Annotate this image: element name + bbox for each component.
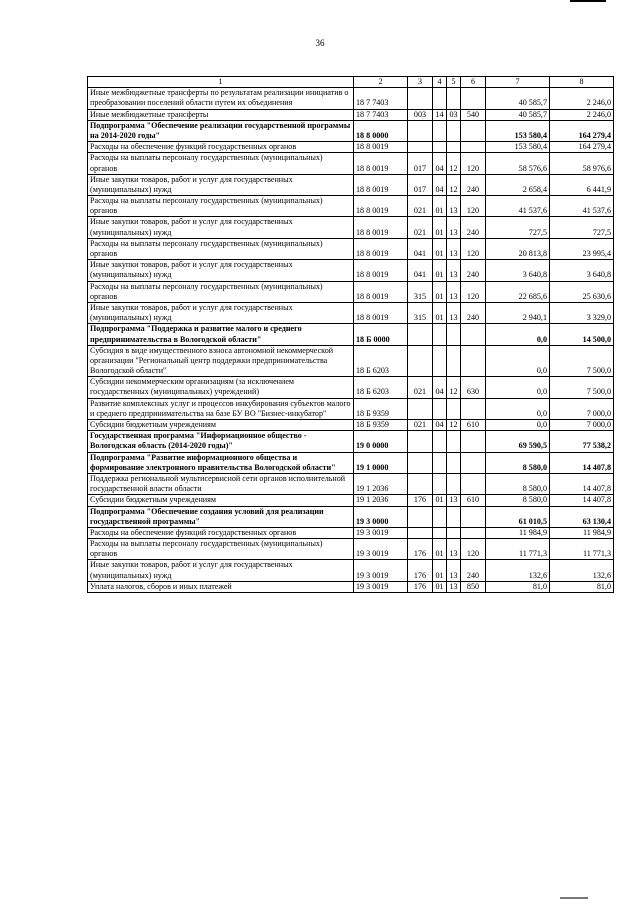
row-col5: 13 [447, 238, 461, 259]
row-col4: 01 [433, 560, 447, 581]
row-value-8: 14 407,8 [550, 473, 614, 494]
row-col3 [408, 431, 433, 452]
row-value-8: 81,0 [550, 581, 614, 592]
row-col6 [461, 142, 486, 153]
row-code: 18 8 0019 [354, 174, 408, 195]
row-col5: 03 [447, 109, 461, 120]
table-row [88, 153, 614, 174]
row-value-8: 6 441,9 [550, 174, 614, 195]
table-row [88, 260, 614, 281]
row-name: Иные закупки товаров, работ и услуг для государственных (муниципальных) нужд [88, 302, 354, 323]
row-col5 [447, 120, 461, 141]
row-name: Иные закупки товаров, работ и услуг для государственных (муниципальных) нужд [88, 217, 354, 238]
row-code: 18 7 7403 [354, 88, 408, 109]
row-value-7: 132,6 [486, 560, 550, 581]
row-col6: 120 [461, 281, 486, 302]
table-body [88, 77, 614, 593]
row-value-8: 7 000,0 [550, 420, 614, 431]
row-col6 [461, 452, 486, 473]
table-row [88, 174, 614, 195]
row-name: Расходы на обеспечение функций государственных органов [88, 527, 354, 538]
header-cell: 4 [433, 77, 447, 88]
row-name: Расходы на выплаты персоналу государственных (муниципальных) органов [88, 238, 354, 259]
row-col4: 04 [433, 420, 447, 431]
row-name: Субсидия в виде имущественного взноса автономной некоммерческой организации "Региональный центр поддержки предпринимательства Вологодской области" [88, 345, 354, 377]
row-code: 19 1 2036 [354, 473, 408, 494]
row-name: Расходы на обеспечение функций государственных органов [88, 142, 354, 153]
row-code: 18 8 0019 [354, 142, 408, 153]
row-col3: 176 [408, 560, 433, 581]
row-value-8: 77 538,2 [550, 431, 614, 452]
scan-mark-top [570, 0, 606, 2]
row-code: 18 8 0019 [354, 217, 408, 238]
row-col4: 14 [433, 109, 447, 120]
row-col6: 120 [461, 196, 486, 217]
row-col3 [408, 398, 433, 419]
row-value-8: 164 279,4 [550, 120, 614, 141]
row-col6 [461, 431, 486, 452]
row-col5 [447, 527, 461, 538]
row-name: Подпрограмма "Поддержка и развитие малого и среднего предпринимательства в Вологодской области" [88, 324, 354, 345]
row-value-8: 11 984,9 [550, 527, 614, 538]
row-value-7: 69 590,5 [486, 431, 550, 452]
row-col3: 041 [408, 238, 433, 259]
row-col5: 12 [447, 377, 461, 398]
row-col3: 017 [408, 153, 433, 174]
row-code: 18 Б 9359 [354, 420, 408, 431]
row-value-7: 727,5 [486, 217, 550, 238]
row-col5 [447, 473, 461, 494]
row-col6 [461, 473, 486, 494]
row-col3: 021 [408, 217, 433, 238]
table-header-row [88, 77, 614, 88]
header-cell: 8 [550, 77, 614, 88]
row-col3: 041 [408, 260, 433, 281]
row-value-8: 58 976,6 [550, 153, 614, 174]
budget-table [87, 76, 614, 593]
row-col4 [433, 345, 447, 377]
header-cell: 1 [88, 77, 354, 88]
row-col5 [447, 88, 461, 109]
row-name: Расходы на выплаты персоналу государственных (муниципальных) органов [88, 539, 354, 560]
row-col6: 610 [461, 420, 486, 431]
table-row [88, 452, 614, 473]
row-col4: 01 [433, 581, 447, 592]
row-value-7: 0,0 [486, 324, 550, 345]
header-cell: 3 [408, 77, 433, 88]
row-value-8: 7 500,0 [550, 345, 614, 377]
row-col3 [408, 506, 433, 527]
row-col3 [408, 324, 433, 345]
table-row [88, 142, 614, 153]
row-name: Подпрограмма "Развитие информационного общества и формирование электронного правительства Вологодской области" [88, 452, 354, 473]
table-row [88, 88, 614, 109]
scan-mark-bottom [560, 897, 588, 899]
row-value-8: 11 771,3 [550, 539, 614, 560]
row-value-8: 2 246,0 [550, 109, 614, 120]
row-value-7: 40 585,7 [486, 109, 550, 120]
table-row [88, 527, 614, 538]
row-value-7: 2 658,4 [486, 174, 550, 195]
row-col4: 01 [433, 302, 447, 323]
row-name: Уплата налогов, сборов и иных платежей [88, 581, 354, 592]
row-value-7: 8 580,0 [486, 452, 550, 473]
row-col3 [408, 452, 433, 473]
row-code: 18 8 0019 [354, 153, 408, 174]
table-row [88, 109, 614, 120]
row-code: 18 8 0019 [354, 260, 408, 281]
row-col3: 176 [408, 495, 433, 506]
row-col5: 13 [447, 560, 461, 581]
row-col3: 021 [408, 377, 433, 398]
table-row [88, 196, 614, 217]
row-col4: 01 [433, 260, 447, 281]
table-row [88, 302, 614, 323]
row-name: Иные закупки товаров, работ и услуг для государственных (муниципальных) нужд [88, 260, 354, 281]
table-row [88, 120, 614, 141]
row-col3: 003 [408, 109, 433, 120]
header-cell: 6 [461, 77, 486, 88]
row-col5: 13 [447, 539, 461, 560]
row-value-8: 3 640,8 [550, 260, 614, 281]
row-value-7: 3 640,8 [486, 260, 550, 281]
row-value-7: 8 580,0 [486, 473, 550, 494]
row-value-7: 41 537,6 [486, 196, 550, 217]
table-row [88, 398, 614, 419]
row-value-7: 11 984,9 [486, 527, 550, 538]
row-code: 19 3 0019 [354, 527, 408, 538]
row-col4: 04 [433, 174, 447, 195]
row-col5: 13 [447, 581, 461, 592]
row-col6: 240 [461, 302, 486, 323]
row-name: Государственная программа "Информационное общество - Вологодская область (2014-2020 годы)" [88, 431, 354, 452]
row-col4 [433, 431, 447, 452]
header-cell: 7 [486, 77, 550, 88]
row-code: 19 0 0000 [354, 431, 408, 452]
row-value-8: 63 130,4 [550, 506, 614, 527]
row-value-7: 58 576,6 [486, 153, 550, 174]
row-col4 [433, 506, 447, 527]
row-col6: 240 [461, 260, 486, 281]
row-col5 [447, 142, 461, 153]
table-row [88, 420, 614, 431]
row-value-8: 41 537,6 [550, 196, 614, 217]
page-number: 36 [315, 38, 325, 48]
row-col6 [461, 506, 486, 527]
row-value-8: 14 500,0 [550, 324, 614, 345]
row-code: 18 Б 9359 [354, 398, 408, 419]
row-col5: 13 [447, 495, 461, 506]
row-col6: 610 [461, 495, 486, 506]
row-name: Иные межбюджетные трансферты [88, 109, 354, 120]
row-value-7: 0,0 [486, 398, 550, 419]
row-col5: 13 [447, 281, 461, 302]
row-code: 19 1 0000 [354, 452, 408, 473]
table-row [88, 473, 614, 494]
row-col6: 240 [461, 217, 486, 238]
row-value-7: 0,0 [486, 420, 550, 431]
row-value-7: 153 580,4 [486, 120, 550, 141]
row-value-8: 727,5 [550, 217, 614, 238]
row-col6: 120 [461, 238, 486, 259]
table-row [88, 539, 614, 560]
row-name: Субсидии бюджетным учреждениям [88, 420, 354, 431]
row-code: 18 8 0019 [354, 281, 408, 302]
row-value-7: 153 580,4 [486, 142, 550, 153]
row-col5 [447, 345, 461, 377]
table-row [88, 377, 614, 398]
row-col4 [433, 527, 447, 538]
row-name: Развитие комплексных услуг и процессов инкубирования субъектов малого и среднего предпринимательства на базе БУ ВО "Бизнес-инкубатор" [88, 398, 354, 419]
row-col4 [433, 473, 447, 494]
row-name: Иные межбюджетные трансферты по результатам реализации инициатив о преобразовании поселений области путем их объединения [88, 88, 354, 109]
table-row [88, 495, 614, 506]
row-col3: 315 [408, 302, 433, 323]
row-value-8: 3 329,0 [550, 302, 614, 323]
header-cell: 5 [447, 77, 461, 88]
row-col4 [433, 142, 447, 153]
row-code: 19 3 0019 [354, 560, 408, 581]
row-name: Иные закупки товаров, работ и услуг для государственных (муниципальных) нужд [88, 174, 354, 195]
row-value-8: 132,6 [550, 560, 614, 581]
row-value-7: 11 771,3 [486, 539, 550, 560]
row-code: 18 Б 0000 [354, 324, 408, 345]
table-row [88, 238, 614, 259]
row-col6 [461, 120, 486, 141]
row-value-8: 25 630,6 [550, 281, 614, 302]
row-value-8: 7 500,0 [550, 377, 614, 398]
row-col3 [408, 527, 433, 538]
row-col5: 12 [447, 420, 461, 431]
row-value-8: 14 407,8 [550, 495, 614, 506]
row-col6: 240 [461, 560, 486, 581]
row-col6 [461, 398, 486, 419]
row-col6: 850 [461, 581, 486, 592]
row-col3 [408, 345, 433, 377]
row-code: 19 3 0000 [354, 506, 408, 527]
row-value-7: 2 940,1 [486, 302, 550, 323]
row-col4 [433, 398, 447, 419]
row-name: Расходы на выплаты персоналу государственных (муниципальных) органов [88, 196, 354, 217]
row-value-7: 40 585,7 [486, 88, 550, 109]
row-code: 19 3 0019 [354, 539, 408, 560]
row-col4: 01 [433, 539, 447, 560]
row-col3 [408, 473, 433, 494]
row-col6: 540 [461, 109, 486, 120]
row-value-8: 14 407,8 [550, 452, 614, 473]
row-col5: 13 [447, 302, 461, 323]
row-value-8: 7 000,0 [550, 398, 614, 419]
row-col3: 017 [408, 174, 433, 195]
row-col4 [433, 324, 447, 345]
row-col3 [408, 88, 433, 109]
row-col6: 120 [461, 539, 486, 560]
row-value-8: 2 246,0 [550, 88, 614, 109]
row-col4: 04 [433, 377, 447, 398]
row-name: Расходы на выплаты персоналу государственных (муниципальных) органов [88, 153, 354, 174]
row-col6 [461, 527, 486, 538]
row-col6: 240 [461, 174, 486, 195]
row-code: 18 8 0019 [354, 238, 408, 259]
row-value-7: 81,0 [486, 581, 550, 592]
row-code: 18 8 0000 [354, 120, 408, 141]
table-row [88, 560, 614, 581]
row-value-7: 8 580,0 [486, 495, 550, 506]
row-name: Подпрограмма "Обеспечение создания условий для реализации государственной программы" [88, 506, 354, 527]
row-col3 [408, 120, 433, 141]
row-value-8: 23 995,4 [550, 238, 614, 259]
row-col6: 120 [461, 153, 486, 174]
row-name: Иные закупки товаров, работ и услуг для государственных (муниципальных) нужд [88, 560, 354, 581]
row-col4: 01 [433, 238, 447, 259]
table-row [88, 345, 614, 377]
row-col5: 12 [447, 174, 461, 195]
header-cell: 2 [354, 77, 408, 88]
row-col4 [433, 452, 447, 473]
row-col3 [408, 142, 433, 153]
row-col6 [461, 88, 486, 109]
row-col6 [461, 345, 486, 377]
row-col4: 01 [433, 196, 447, 217]
row-value-7: 20 813,8 [486, 238, 550, 259]
row-col4: 01 [433, 217, 447, 238]
row-col5 [447, 452, 461, 473]
row-value-7: 22 685,6 [486, 281, 550, 302]
row-col5: 13 [447, 260, 461, 281]
table-row [88, 281, 614, 302]
row-name: Поддержка региональной мультисервисной сети органов исполнительной государственной власти области [88, 473, 354, 494]
row-code: 18 Б 6203 [354, 377, 408, 398]
row-col3: 021 [408, 196, 433, 217]
table-row [88, 506, 614, 527]
row-col5 [447, 324, 461, 345]
row-col5: 12 [447, 153, 461, 174]
row-code: 18 7 7403 [354, 109, 408, 120]
row-value-7: 0,0 [486, 345, 550, 377]
row-col4: 01 [433, 495, 447, 506]
table-row [88, 581, 614, 592]
row-name: Субсидии бюджетным учреждениям [88, 495, 354, 506]
row-value-7: 61 010,5 [486, 506, 550, 527]
row-col3: 021 [408, 420, 433, 431]
row-col6 [461, 324, 486, 345]
row-col5 [447, 506, 461, 527]
row-col4: 04 [433, 153, 447, 174]
row-col3: 176 [408, 539, 433, 560]
row-col4 [433, 88, 447, 109]
row-code: 18 8 0019 [354, 196, 408, 217]
row-value-7: 0,0 [486, 377, 550, 398]
row-col5 [447, 431, 461, 452]
row-name: Расходы на выплаты персоналу государственных (муниципальных) органов [88, 281, 354, 302]
row-col5 [447, 398, 461, 419]
row-code: 18 8 0019 [354, 302, 408, 323]
table-row [88, 217, 614, 238]
row-col5: 13 [447, 196, 461, 217]
row-name: Подпрограмма "Обеспечение реализации государственной программы на 2014-2020 годы" [88, 120, 354, 141]
table-row [88, 324, 614, 345]
row-col5: 13 [447, 217, 461, 238]
row-col4: 01 [433, 281, 447, 302]
row-col3: 315 [408, 281, 433, 302]
row-code: 19 3 0019 [354, 581, 408, 592]
row-name: Субсидии некоммерческим организациям (за исключением государственных (муниципальных) учреждений) [88, 377, 354, 398]
row-code: 19 1 2036 [354, 495, 408, 506]
row-col4 [433, 120, 447, 141]
table-row [88, 431, 614, 452]
row-col3: 176 [408, 581, 433, 592]
row-value-8: 164 279,4 [550, 142, 614, 153]
row-col6: 630 [461, 377, 486, 398]
row-code: 18 Б 6203 [354, 345, 408, 377]
